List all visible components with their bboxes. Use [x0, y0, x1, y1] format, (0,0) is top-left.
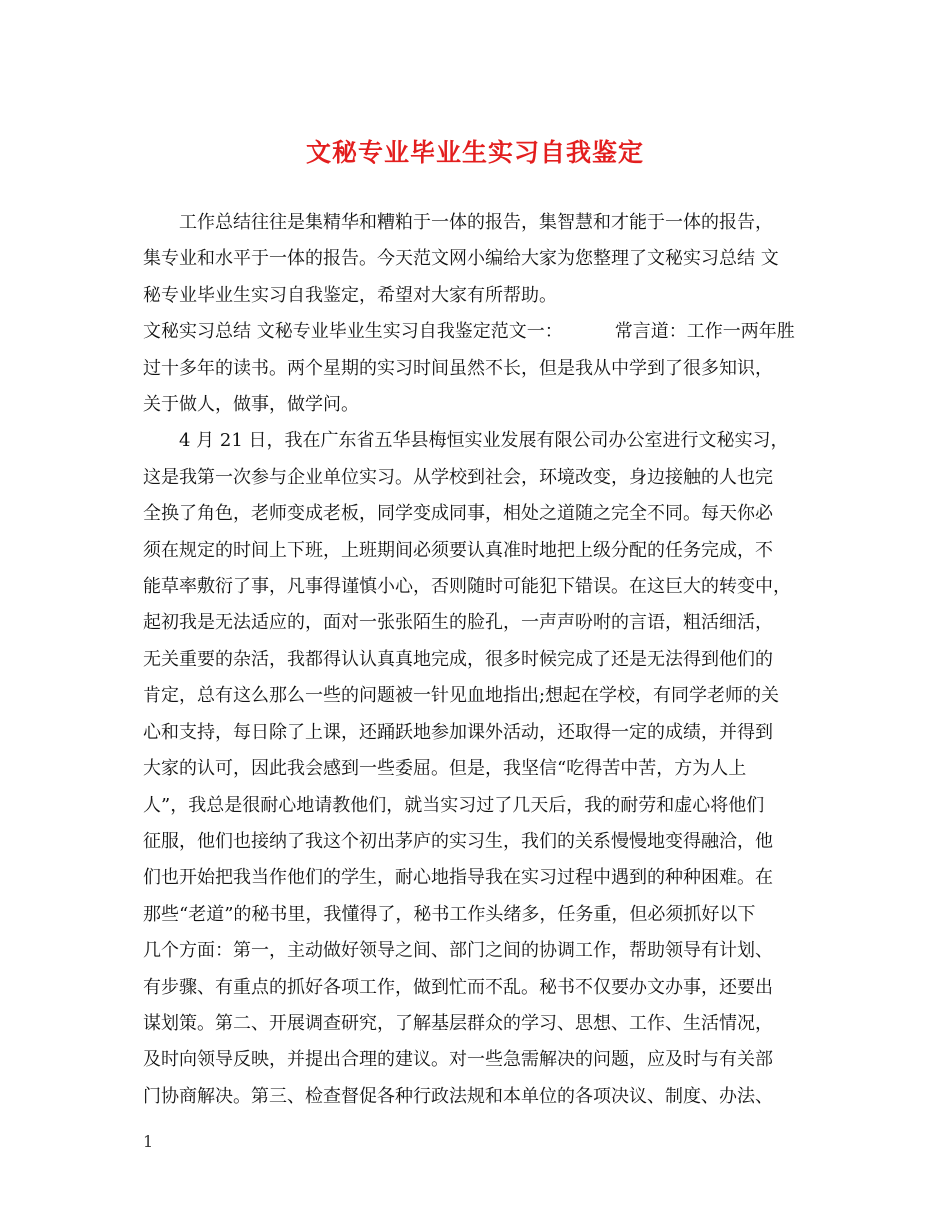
text-line: 大家的认可，因此我会感到一些委屈。但是，我坚信“吃得苦中苦，方为人上 [143, 758, 747, 780]
text-line: 肯定，总有这么那么一些的问题被一针见血地指出;想起在学校，有同学老师的关 [143, 685, 780, 707]
document-body [143, 205, 815, 1115]
text-line: 无关重要的杂活，我都得认认真真地完成，很多时候完成了还是无法得到他们的 [143, 648, 773, 670]
document-title: 文秘专业毕业生实习自我鉴定 [305, 138, 644, 167]
text-line: 们也开始把我当作他们的学生，耐心地指导我在实习过程中遇到的种种困难。在 [143, 867, 773, 889]
text-line: 须在规定的时间上下班，上班期间必须要认真准时地把上级分配的任务完成，不 [143, 539, 773, 561]
text-line: 集专业和水平于一体的报告。今天范文网小编给大家为您整理了文秘实习总结 文 [143, 248, 779, 270]
text-line: 过十多年的读书。两个星期的实习时间虽然不长，但是我从中学到了很多知识， [143, 357, 773, 379]
text-line: 能草率敷衍了事，凡事得谨慎小心，否则随时可能犯下错误。在这巨大的转变中， [143, 576, 791, 598]
text-line: 门协商解决。第三、检查督促各种行政法规和本单位的各项决议、制度、办法、 [143, 1085, 773, 1107]
text-line: 全换了角色，老师变成老板，同学变成同事，相处之道随之完全不同。每天你必 [143, 503, 773, 525]
text-line: 谋划策。第二、开展调查研究，了解基层群众的学习、思想、工作、生活情况， [143, 1012, 773, 1034]
text-line: 这是我第一次参与企业单位实习。从学校到社会，环境改变，身边接触的人也完 [143, 466, 773, 488]
text-line: 工作总结往往是集精华和糟粕于一体的报告，集智慧和才能于一体的报告， [179, 212, 773, 233]
text-line: 关于做人，做事，做学问。 [143, 394, 359, 416]
text-line: 有步骤、有重点的抓好各项工作，做到忙而不乱。秘书不仅要办文办事，还要出 [143, 976, 773, 998]
text-line: 秘专业毕业生实习自我鉴定，希望对大家有所帮助。 [143, 284, 557, 306]
text-line: 几个方面：第一，主动做好领导之间、部门之间的协调工作，帮助领导有计划、 [143, 940, 773, 962]
text-line: 4 月 21 日，我在广东省五华县梅恒实业发展有限公司办公室进行文秘实习， [179, 430, 789, 452]
text-segment: 文秘实习总结 文秘专业毕业生实习自我鉴定范文一： [143, 321, 563, 343]
text-line: 心和支持，每日除了上课，还踊跃地参加课外活动，还取得一定的成绩，并得到 [143, 721, 773, 743]
page-number: 1 [143, 1132, 154, 1151]
text-line: 征服，他们也接纳了我这个初出茅庐的实习生，我们的关系慢慢地变得融洽，他 [143, 830, 773, 852]
text-line: 起初我是无法适应的，面对一张张陌生的脸孔，一声声吩咐的言语，粗活细活， [143, 612, 773, 634]
text-line [143, 314, 815, 350]
text-line: 人”，我总是很耐心地请教他们，就当实习过了几天后，我的耐劳和虚心将他们 [143, 794, 765, 816]
text-segment: 常言道：工作一两年胜 [614, 321, 795, 343]
text-line: 那些“老道”的秘书里，我懂得了，秘书工作头绪多，任务重，但必须抓好以下 [143, 903, 756, 925]
text-line: 及时向领导反映，并提出合理的建议。对一些急需解决的问题，应及时与有关部 [143, 1049, 773, 1071]
